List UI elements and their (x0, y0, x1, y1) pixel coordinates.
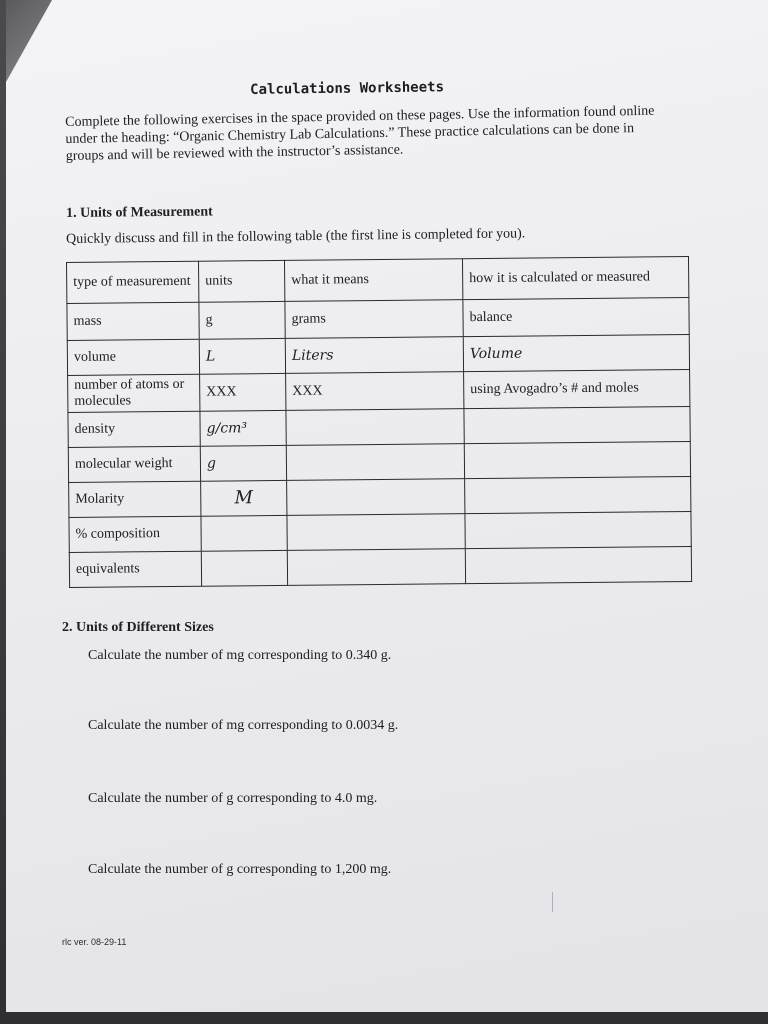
cell-units-handwritten: L (199, 338, 285, 374)
table-row (69, 547, 691, 588)
header-how: how it is calculated or measured (462, 257, 688, 300)
question-4: Calculate the number of g corresponding to 1,200 mg. (88, 862, 392, 877)
cell-means: grams (285, 300, 463, 339)
cell-units: XXX (200, 373, 286, 411)
cell-units-handwritten: g/cm³ (200, 410, 286, 446)
cell-units (201, 515, 287, 551)
cell-units-handwritten: g (200, 445, 286, 481)
question-3: Calculate the number of g corresponding to 4.0 mg. (88, 791, 378, 806)
table-row (68, 442, 690, 483)
header-type: type of measurement (67, 261, 199, 303)
cell-how: using Avogadro’s # and moles (464, 370, 690, 409)
cell-type: number of atoms or molecules (68, 374, 200, 412)
cell-type: Molarity (69, 481, 201, 517)
version-footer: rlc ver. 08-29-11 (62, 937, 127, 947)
question-1: Calculate the number of mg corresponding to 0.340 g. (88, 648, 392, 663)
cell-means (286, 444, 464, 481)
table-row (67, 335, 689, 376)
cell-units (201, 550, 287, 586)
units-table-container (66, 256, 691, 588)
table-row (67, 298, 689, 341)
cell-means: XXX (286, 372, 464, 411)
header-units: units (198, 260, 284, 302)
cell-type: mass (67, 302, 199, 340)
cell-how-handwritten: Volume (463, 335, 689, 372)
cell-type: molecular weight (68, 446, 200, 482)
section1-heading: 1. Units of Measurement (66, 204, 213, 221)
section1-instruction: Quickly discuss and fill in the following table (the first line is completed for you). (66, 226, 526, 247)
cell-how (464, 442, 690, 479)
cell-how (465, 512, 691, 549)
table-row (68, 407, 690, 448)
cell-type: % composition (69, 516, 201, 552)
cell-units-handwritten: M (201, 480, 287, 516)
cell-means-handwritten: Liters (285, 337, 463, 374)
cell-type: equivalents (69, 551, 201, 587)
cell-means (287, 479, 465, 516)
cell-type: volume (67, 339, 199, 375)
cell-units: g (199, 301, 285, 339)
intro-paragraph: Complete the following exercises in the space provided on these pages. Use the information found online under the heading: “Organic Chemistry Lab Calculations.” These practice calculations can be done in groups and will be reviewed with the instructor’s assistance. (65, 103, 655, 164)
table-header-row (67, 257, 689, 304)
cell-means (286, 409, 464, 446)
cell-means (287, 549, 465, 586)
worksheet-title: Calculations Worksheets (250, 79, 445, 98)
cell-means (287, 514, 465, 551)
cell-how (465, 477, 691, 514)
question-2: Calculate the number of mg corresponding to 0.0034 g. (88, 718, 399, 733)
cell-how: balance (463, 298, 689, 337)
table-row (69, 477, 691, 518)
pencil-mark (552, 892, 553, 912)
table-row (68, 370, 690, 413)
header-means: what it means (284, 259, 462, 302)
cell-how (464, 407, 690, 444)
table-row (69, 512, 691, 553)
cell-type: density (68, 411, 200, 447)
cell-how (465, 547, 691, 584)
units-table (66, 256, 692, 588)
section2-heading: 2. Units of Different Sizes (62, 620, 214, 635)
